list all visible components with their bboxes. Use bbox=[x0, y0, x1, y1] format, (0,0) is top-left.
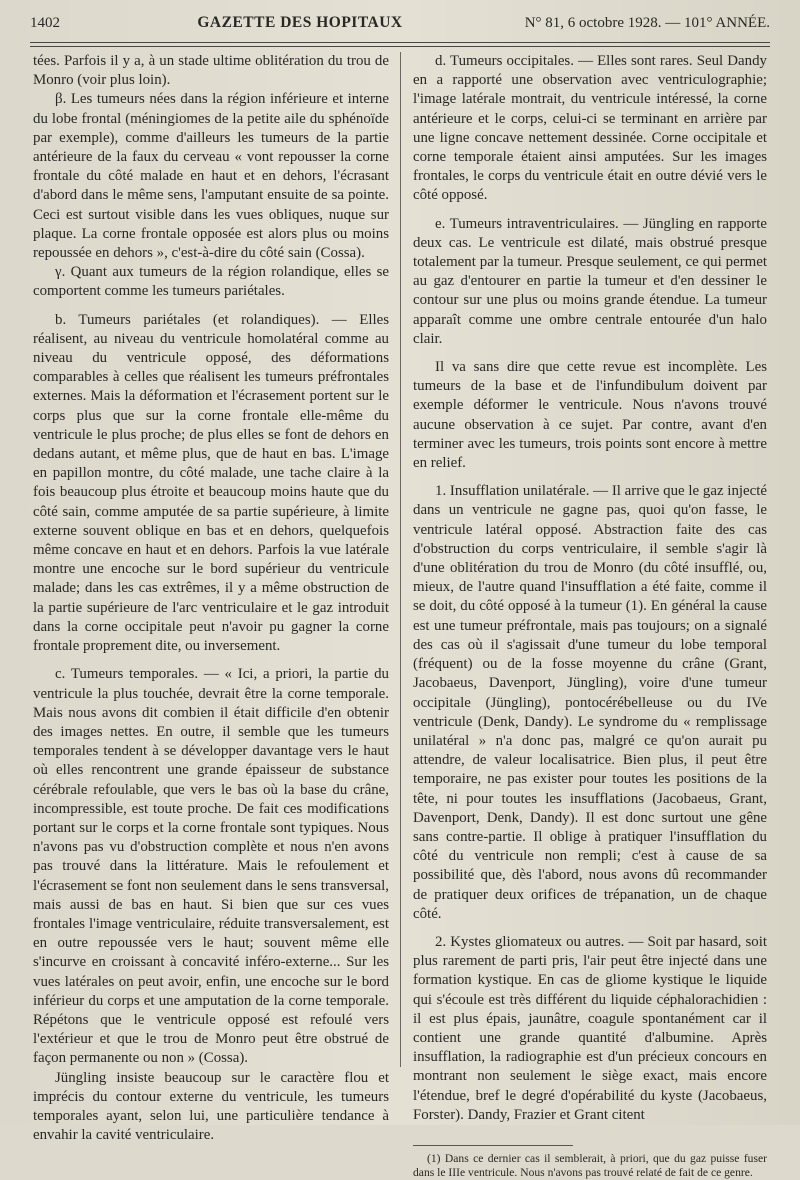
paragraph: β. Les tumeurs nées dans la région inférieure et interne du lobe frontal (méningiomes de la petite aile du sphénoïde par exemple), comme d'ailleurs les tumeurs de la partie antérieure de la faux du cerveau « vont repousser la corne frontale du côté malade en haut et en dehors, l'écrasant d'abord dans le même sens, l'amputant ensuite de sa pointe. Ceci est surtout visible dans les vues obliques, nuque sur plaque. La corne frontale opposée est alors plus ou moins repoussée en dehors », c'est-à-dire du côté sain (Cossa). bbox=[33, 91, 389, 262]
footnote: (1) Dans ce dernier cas il semblerait, à priori, que du gaz puisse fuser dans le IIIe ventricule. Nous n'avons pas trouvé relaté de fait de ce genre. bbox=[413, 1151, 767, 1180]
header-rule-bottom bbox=[30, 46, 770, 47]
right-column bbox=[413, 52, 767, 1180]
paragraph: Il va sans dire que cette revue est incomplète. Les tumeurs de la base et de l'infundibulum doivent par exemple déformer le ventricule. Nous n'avons trouvé aucune observation à ce sujet. Par contre, avant d'en terminer avec les tumeurs, trois points sont encore à mettre en relief. bbox=[413, 359, 767, 472]
page-number: 1402 bbox=[30, 15, 60, 31]
paragraph: c. Tumeurs temporales. — « Ici, a priori, la partie du ventricule la plus touchée, devrait être la corne temporale. Mais nous avons dit combien il était difficile d'en obtenir des images nettes. En outre, il semble que les tumeurs temporales tendent à se développer davantage vers le haut où elles rencontrent une grande épaisseur de substance cérébrale refoulable, que vers le bas où la base du crâne, incompressible, est toute proche. De fait ces modifications portant sur le corps et la corne frontale sont typiques. Nous n'avons pas vu d'obstruction complète et nous n'en avons pas trouvé dans la littérature. Mais le refoulement et l'écrasement se font non seulement dans le sens transversal, mais aussi de bas en haut. Si bien que sur ces vues frontales l'image ventriculaire, réduite transversalement, est en outre repoussée vers le haut; souvent même elle s'incurve en croissant à concavité inféro-externe... Sur les vues latérales on peut avoir, enfin, une encoche sur le bord inférieur du corps et une amputation de la corne temporale. Répétons que le ventricule opposé est refoulé vers l'extérieur et que le trou de Monro peut être obstrué de façon permanente ou non » (Cossa). bbox=[33, 666, 389, 1067]
column-divider bbox=[400, 52, 401, 1067]
header-rule-top bbox=[30, 42, 770, 43]
footnote-rule bbox=[413, 1145, 573, 1146]
paragraph: b. Tumeurs pariétales (et rolandiques). — Elles réalisent, au niveau du ventricule homolatéral comme au niveau du ventricule opposé, des déformations comparables à celles que réalisent les tumeurs préfrontales externes. Mais la déformation et l'écrasement portent sur le corps plus que sur la corne frontale elle-même du ventricule le plus proche; de plus elles se font de dehors en dedans autant, et même plus, que de haut en bas. L'image en papillon montre, du côté malade, une tache claire à la fois beaucoup plus étroite et beaucoup moins haute que du côté sain, comme amputée de sa partie supérieure, à limite externe souvent oblique en bas et en dehors, quelquefois même concave en haut et en dehors. Parfois la vue latérale montre une encoche sur le bord supérieur du ventricule malade; dans les cas extrêmes, il y a même obstruction de la partie supérieure de l'arc ventriculaire et le gaz introduit dans la corne occipitale peut n'avoir pu gagner la corne frontale proprement dite, ou inversement. bbox=[33, 311, 389, 655]
paragraph: 2. Kystes gliomateux ou autres. — Soit par hasard, soit plus rarement de parti pris, l'air peut être injecté dans une formation kystique. En cas de gliome kystique le liquide qui s'écoule est très différent du liquide céphalorachidien : il est plus épais, jaunâtre, coagule spontanément car il contient une grande quantité d'albumine. Après insufflation, la radiographie est d'un précieux concours en montrant non seulement le siège exact, mais encore l'étendue, bref le degré d'opérabilité du kyste (Jacobaeus, Forster). Dandy, Frazier et Grant citent bbox=[413, 933, 767, 1123]
paragraph: 1. Insufflation unilatérale. — Il arrive que le gaz injecté dans un ventricule ne gagne pas, quoi qu'on fasse, le ventricule latéral opposé. Abstraction faite des cas d'obstruction du corps ventriculaire, il semble s'agir là d'une oblitération du trou de Monro (du côté insufflé, ou, mieux, de l'autre quand l'insufflation a été faite, comme il se doit, du côté opposé à la tumeur (1). En général la cause est une tumeur préfrontale, mais pas toujours; on a signalé des cas où il s'agissait d'une tumeur du lobe temporal (fréquent) ou de la fosse moyenne du crâne (Grant, Jacobaeus, Davenport, Jüngling), voire d'une tumeur occipitale (Jüngling), pontocérébelleuse ou du IVe ventricule (Denk, Dandy). Le syndrome du « remplissage unilatéral » n'a donc pas, malgré ce qu'on aurait pu attendre, de valeur localisatrice. Bien plus, il peut être temporaire, ne pas exister pour toutes les positions de la tête, ni pour toutes les insufflations (Jacobaeus, Grant, Davenport, Denk, Dandy). Il est donc surtout une gêne sans contre-partie. Il oblige à pratiquer l'insufflation du côté du ventricule non rempli; c'est à cause de sa possibilité que, dès l'abord, nous avons dû recommander de pratiquer deux orifices de trépanation, un de chaque côté. bbox=[413, 483, 767, 922]
paragraph: Jüngling insiste beaucoup sur le caractère flou et imprécis du contour externe du ventricule, les tumeurs temporales ayant, selon lui, une particulière tendance à envahir la cavité ventriculaire. bbox=[33, 1069, 389, 1144]
left-column bbox=[33, 52, 389, 1144]
paragraph: γ. Quant aux tumeurs de la région rolandique, elles se comportent comme les tumeurs pariétales. bbox=[33, 264, 389, 300]
journal-title: GAZETTE DES HOPITAUX bbox=[197, 14, 403, 31]
issue-info: N° 81, 6 octobre 1928. — 101° ANNÉE. bbox=[524, 15, 770, 31]
paragraph: tées. Parfois il y a, à un stade ultime oblitération du trou de Monro (voir plus loin). bbox=[33, 53, 389, 89]
paragraph: e. Tumeurs intraventriculaires. — Jüngling en rapporte deux cas. Le ventricule est dilaté, mais obstrué presque totalement par la tumeur. Presque seulement, ce qui permet au gaz d'entourer en partie la tumeur et d'en dessiner le contour sur une plus ou moins grande étendue. La tumeur apparaît comme une ombre centrale entourée d'un halo clair. bbox=[413, 215, 767, 347]
page-header bbox=[30, 14, 770, 36]
paragraph: d. Tumeurs occipitales. — Elles sont rares. Seul Dandy en a rapporté une observation avec ventriculographie; l'image latérale montrait, du ventricule intéressé, la corne antérieure et le corps, celui-ci se terminant en arrière par une ligne concave nettement dessinée. Corne occipitale et corne temporale étaient ainsi amputées. Sur les images frontales, le corps du ventricule était en outre dévié vers le côté opposé. bbox=[413, 53, 767, 204]
